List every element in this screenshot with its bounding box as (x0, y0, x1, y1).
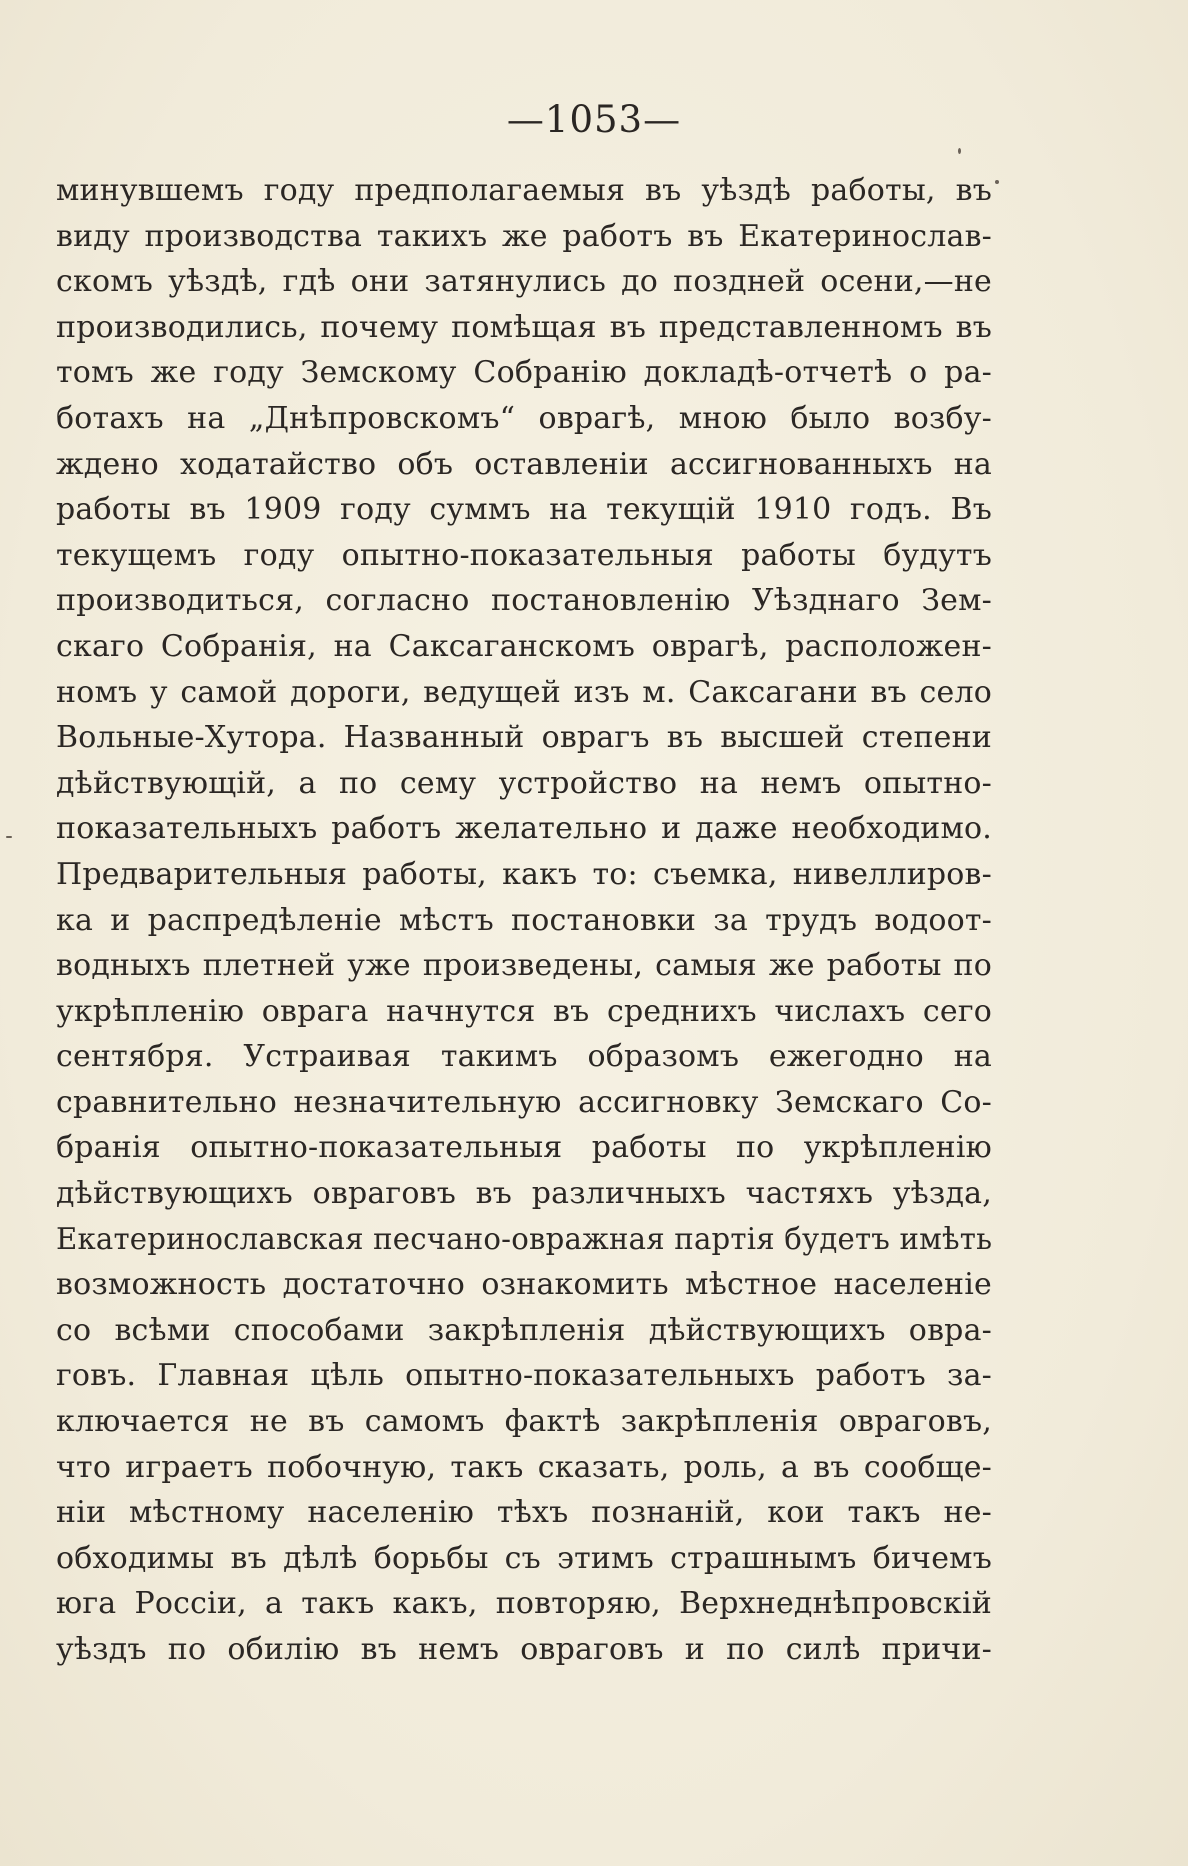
ink-speck (6, 836, 12, 838)
ink-speck (958, 148, 961, 154)
text-line: дѣйствующій, а по сему устройство на немъ опытно- (56, 765, 992, 801)
text-line: сентября. Устраивая такимъ образомъ ежегодно на (56, 1039, 992, 1075)
text-line: говъ. Главная цѣль опытно-показательныхъ работъ за- (56, 1358, 992, 1394)
text-line: обходимы въ дѣлѣ борьбы съ этимъ страшнымъ бичемъ (56, 1540, 992, 1576)
text-line: ботахъ на „Днѣпровскомъ“ оврагѣ, мною было возбу- (56, 400, 992, 436)
body-text (56, 168, 992, 1673)
text-line: юга Россіи, а такъ какъ, повторяю, Верхнеднѣпровскій (56, 1586, 992, 1622)
text-line: сравнительно незначительную ассигновку Земскаго Со- (56, 1084, 992, 1120)
text-line: текущемъ году опытно-показательныя работы будутъ (56, 537, 992, 573)
page-number: —1053— (506, 98, 682, 141)
text-line: ніи мѣстному населенію тѣхъ познаній, кои такъ не- (56, 1495, 992, 1531)
text-line: скаго Собранія, на Саксаганскомъ оврагѣ, расположен- (56, 628, 992, 664)
text-line: номъ у самой дороги, ведущей изъ м. Саксагани въ село (56, 674, 992, 710)
text-line: работы въ 1909 году суммъ на текущій 1910 годъ. Въ (56, 492, 992, 528)
text-line: бранія опытно-показательныя работы по укрѣпленію (56, 1130, 992, 1166)
text-line: минувшемъ году предполагаемыя въ уѣздѣ работы, въ (56, 173, 992, 208)
text-line: возможность достаточно ознакомить мѣстное населеніе (56, 1267, 992, 1303)
text-line: уѣздъ по обилію въ немъ овраговъ и по силѣ причи- (56, 1632, 992, 1667)
text-line: дѣйствующихъ овраговъ въ различныхъ частяхъ уѣзда, (56, 1176, 992, 1212)
text-line: производиться, согласно постановленію Уѣзднаго Зем- (56, 583, 992, 619)
text-line: что играетъ побочную, такъ сказать, роль, а въ сообще- (56, 1449, 992, 1485)
text-line: ждено ходатайство объ оставленіи ассигнованныхъ на (56, 446, 992, 482)
text-line: производились, почему помѣщая въ представленномъ въ (56, 309, 992, 345)
text-line: виду производства такихъ же работъ въ Екатеринослав- (56, 218, 992, 254)
ink-speck (995, 180, 999, 184)
text-line: Предварительныя работы, какъ то: съемка, нивеллиров- (56, 856, 992, 892)
text-line: водныхъ плетней уже произведены, самыя же работы по (56, 948, 992, 984)
text-line: со всѣми способами закрѣпленія дѣйствующихъ овра- (56, 1312, 992, 1348)
text-line: Екатеринославская песчано-овражная партія будетъ имѣть (56, 1221, 993, 1257)
text-line: показательныхъ работъ желательно и даже необходимо. (56, 811, 992, 847)
text-line: ключается не въ самомъ фактѣ закрѣпленія овраговъ, (56, 1404, 992, 1440)
text-line: скомъ уѣздѣ, гдѣ они затянулись до поздней осени,—не (56, 264, 992, 300)
text-line: томъ же году Земскому Собранію докладѣ-отчетѣ о ра- (56, 355, 992, 391)
text-line: укрѣпленію оврага начнутся въ среднихъ числахъ сего (56, 993, 992, 1029)
text-line: ка и распредѣленіе мѣстъ постановки за трудъ водоот- (56, 902, 992, 938)
text-line: Вольные-Хутора. Названный оврагъ въ высшей степени (56, 720, 992, 756)
